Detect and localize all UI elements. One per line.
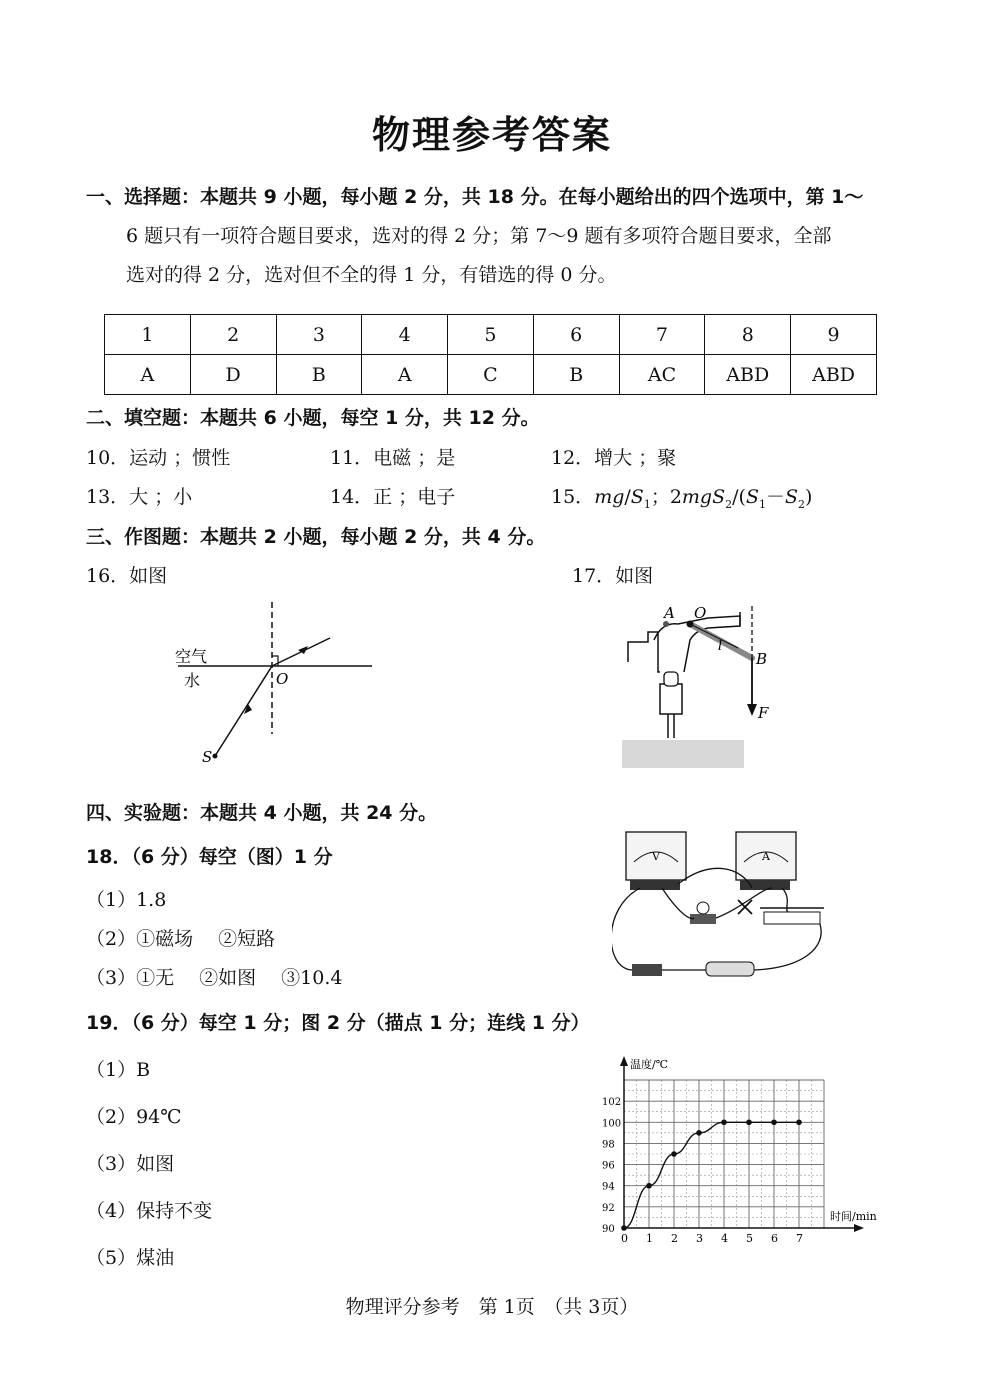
point-b-label: B [756,650,768,668]
question-number: 6 [533,315,619,355]
question-number: 4 [362,315,448,355]
voltmeter-label: V [652,850,660,863]
data-point [721,1119,727,1125]
y-tick-label: 100 [602,1118,622,1130]
point-a-label: A [664,604,675,622]
force-f-label: F [758,704,769,722]
section3-head: 三、作图题：本题共 2 小题，每小题 2 分，共 4 分。 [86,526,546,548]
answer-q19-2: （2）94℃ [86,1106,182,1128]
pump-cylinder [660,684,682,714]
answer-q15-prefix: 15． [551,486,595,508]
question-number: 3 [276,315,362,355]
page-title: 物理参考答案 [371,112,612,157]
refraction-diagram [160,598,390,774]
point-s-label: S [202,748,213,766]
answer-cell: AC [619,355,705,395]
wire [754,924,821,970]
data-point [796,1119,802,1125]
x-tick-label: 2 [671,1232,678,1245]
temperature-chart [590,1050,900,1250]
section1-line3: 选对的得 2 分，选对但不全的得 1 分，有错选的得 0 分。 [126,264,617,286]
answer-cell: ABD [705,355,791,395]
y-tick-label: 98 [602,1139,615,1151]
data-point [671,1151,677,1157]
wire [612,888,640,970]
y-tick-label: 96 [602,1160,615,1172]
section4-head: 四、实验题：本题共 4 小题，共 24 分。 [86,802,438,824]
answer-q17: 17．如图 [572,565,654,587]
incident-ray [215,666,272,756]
force-arrow-icon [747,704,757,716]
answer-q16: 16．如图 [86,565,168,587]
y-tick-label: 94 [602,1181,615,1193]
answer-q18-3: （3）①无 ②如图 ③10.4 [86,967,343,989]
pump-lever-diagram [618,602,788,772]
answer-cell: D [190,355,276,395]
question-number: 1 [105,315,191,355]
y-axis-arrow-icon [620,1056,628,1066]
data-point [621,1225,627,1231]
question-number: 7 [619,315,705,355]
answer-cell: ABD [791,355,877,395]
answer-q11: 11．电磁 ；是 [330,447,456,469]
x-tick-label: 7 [796,1232,803,1245]
data-point [771,1119,777,1125]
ground-block [622,740,744,768]
answer-q19-5: （5）煤油 [86,1247,175,1269]
answer-cell: B [533,355,619,395]
rheostat [764,912,820,924]
answer-q12: 12．增大 ；聚 [551,447,677,469]
x-tick-label: 1 [646,1232,653,1245]
q19-title: 19．（6 分）每空 1 分；图 2 分（描点 1 分；连线 1 分） [86,1012,590,1034]
x-tick-label: 0 [621,1232,628,1245]
answer-cell: C [448,355,534,395]
pump-piston [664,672,678,686]
chart-ylabel: 温度/℃ [630,1058,669,1071]
bulb [697,902,709,914]
question-number: 2 [190,315,276,355]
answer-q18-1: （1）1.8 [86,889,167,911]
answer-table [104,314,877,395]
data-point [746,1119,752,1125]
bulb-socket [690,914,716,924]
battery [706,962,754,976]
x-tick-label: 5 [746,1232,753,1245]
answer-q19-4: （4）保持不变 [86,1200,213,1222]
answer-q15: 15．$mg/S_1$；$2mgS_2/(S_1-S_2)$ [551,486,813,511]
air-label: 空气 [175,647,208,666]
fulcrum-point [687,621,694,628]
page-footer: 物理评分参考 第 1页 （共 3页） [345,1296,639,1318]
answer-cell: B [276,355,362,395]
answer-q19-1: （1）B [86,1059,151,1081]
answer-cell: A [362,355,448,395]
answer-q18-2: （2）①磁场 ②短路 [86,928,276,950]
answer-cell: A [105,355,191,395]
point-o-label: O [276,670,289,688]
source-point [213,754,218,759]
water-label: 水 [184,671,201,690]
x-tick-label: 4 [721,1232,728,1245]
data-point [646,1183,652,1189]
answer-table-number-row [105,315,877,355]
section2-head: 二、填空题：本题共 6 小题，每空 1 分，共 12 分。 [86,407,540,429]
question-number: 9 [791,315,877,355]
chart-axes [602,1056,864,1245]
y-tick-label: 92 [602,1202,615,1214]
chart-xlabel: 时间/min [830,1210,877,1223]
q18-title: 18．（6 分）每空（图）1 分 [86,846,333,868]
data-point [696,1130,702,1136]
x-axis-arrow-icon [854,1224,864,1232]
ammeter-label: A [762,850,770,863]
wire [662,888,694,919]
x-tick-label: 6 [771,1232,778,1245]
answer-q13: 13．大 ；小 [86,486,193,508]
answer-q14: 14．正 ；电子 [330,486,456,508]
y-tick-label: 102 [602,1097,622,1109]
point-o-label: O [694,604,707,622]
section1-line2: 6 题只有一项符合题目要求，选对的得 2 分；第 7～9 题有多项符合题目要求，全部 [126,225,832,247]
question-number: 8 [705,315,791,355]
question-number: 5 [448,315,534,355]
chart-grid [624,1080,824,1228]
lever-arm-label: l [718,639,723,654]
circuit-diagram [612,828,852,988]
voltmeter-base [630,880,680,890]
section1-head: 一、选择题：本题共 9 小题，每小题 2 分，共 18 分。在每小题给出的四个选项中，第 1～ [86,186,864,208]
x-tick-label: 3 [696,1232,703,1245]
y-tick-label: 90 [602,1224,615,1235]
section1-text [86,178,901,295]
answer-q10: 10．运动 ；惯性 [86,447,231,469]
switch [632,964,662,976]
answer-q19-3: （3）如图 [86,1153,175,1175]
answer-table-answer-row [105,355,877,395]
